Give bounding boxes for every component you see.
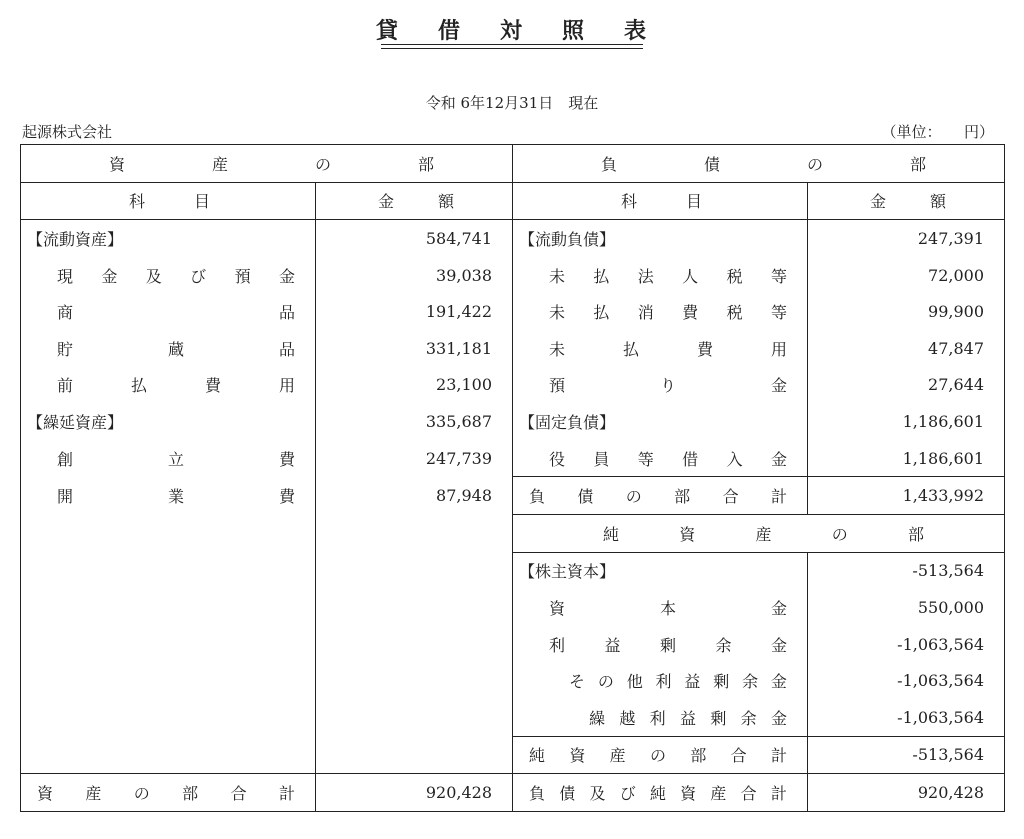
net-assets-equity-label: 【株主資本】 — [513, 552, 808, 589]
liability-item-deposits: 預 り 金 — [513, 367, 808, 404]
asset-value-opening: 87,948 — [316, 477, 513, 515]
title-text: 貸 借 対 照 表 — [375, 18, 649, 44]
liabilities-fixed-label: 【固定負債】 — [513, 403, 808, 440]
balance-sheet-table — [20, 144, 1005, 812]
liabilities-header-chars: 負 債 の 部 — [601, 154, 926, 174]
net-assets-equity-value: -513,564 — [808, 552, 1005, 589]
table-row — [21, 589, 1005, 626]
assets-deferred-label: 【繰延資産】 — [21, 403, 316, 440]
empty-cell — [316, 699, 513, 736]
assets-header-chars: 資 産 の 部 — [109, 154, 434, 174]
liabilities-current-label: 【流動負債】 — [513, 220, 808, 257]
asset-value-goods: 191,422 — [316, 293, 513, 330]
section-header-row — [21, 145, 1005, 183]
net-asset-item-capital: 資 本 金 — [513, 589, 808, 626]
empty-cell — [21, 589, 316, 626]
liabilities-net-assets-total-label: 負 債 及 び 純 資 産 合 計 — [513, 774, 808, 812]
empty-cell — [316, 662, 513, 699]
table-row — [21, 220, 1005, 257]
net-asset-value-carried-forward: -1,063,564 — [808, 699, 1005, 736]
net-asset-item-other-retained: そ の 他 利 益 剰 余 金 — [513, 662, 808, 699]
liabilities-section-header — [513, 145, 1005, 183]
assets-section-header — [21, 145, 513, 183]
empty-cell — [316, 626, 513, 663]
net-assets-total-value: -513,564 — [808, 736, 1005, 774]
liability-item-consumption-tax: 未 払 消 費 税 等 — [513, 293, 808, 330]
empty-cell — [21, 552, 316, 589]
empty-cell — [316, 736, 513, 774]
net-asset-item-carried-forward: 繰 越 利 益 剰 余 金 — [513, 699, 808, 736]
table-row — [21, 514, 1005, 552]
liabilities-total-value: 1,433,992 — [808, 477, 1005, 515]
liabilities-col-amount: 金 額 — [808, 182, 1005, 220]
table-row — [21, 477, 1005, 515]
liabilities-net-assets-total-value: 920,428 — [808, 774, 1005, 812]
net-asset-value-capital: 550,000 — [808, 589, 1005, 626]
liability-value-deposits: 27,644 — [808, 367, 1005, 404]
table-row — [21, 440, 1005, 477]
empty-cell — [21, 626, 316, 663]
net-asset-value-retained: -1,063,564 — [808, 626, 1005, 663]
liabilities-total-label: 負 債 の 部 合 計 — [513, 477, 808, 515]
table-row — [21, 662, 1005, 699]
asset-value-prepaid: 23,100 — [316, 367, 513, 404]
table-row — [21, 367, 1005, 404]
table-row — [21, 736, 1005, 774]
asset-value-founding: 247,739 — [316, 440, 513, 477]
assets-current-label: 【流動資産】 — [21, 220, 316, 257]
empty-cell — [21, 736, 316, 774]
empty-cell — [316, 514, 513, 552]
liability-value-consumption-tax: 99,900 — [808, 293, 1005, 330]
report-date: 令和 6年12月31日 現在 — [425, 94, 599, 112]
table-row — [21, 403, 1005, 440]
empty-cell — [21, 699, 316, 736]
net-asset-item-retained: 利 益 剰 余 金 — [513, 626, 808, 663]
table-row — [21, 293, 1005, 330]
table-row — [21, 330, 1005, 367]
empty-cell — [316, 589, 513, 626]
asset-item-goods: 商 品 — [21, 293, 316, 330]
assets-current-value: 584,741 — [316, 220, 513, 257]
liabilities-col-item: 科 目 — [513, 182, 808, 220]
liability-value-corp-tax: 72,000 — [808, 257, 1005, 294]
liabilities-fixed-value: 1,186,601 — [808, 403, 1005, 440]
asset-item-opening: 開 業 費 — [21, 477, 316, 515]
assets-col-item: 科 目 — [21, 182, 316, 220]
table-row — [21, 552, 1005, 589]
net-assets-section-header: 純 資 産 の 部 — [513, 514, 1005, 552]
liability-item-officer-loan: 役 員 等 借 入 金 — [513, 440, 808, 477]
liability-value-accrued: 47,847 — [808, 330, 1005, 367]
asset-item-founding: 創 立 費 — [21, 440, 316, 477]
empty-cell — [316, 552, 513, 589]
empty-cell — [21, 514, 316, 552]
net-asset-value-other-retained: -1,063,564 — [808, 662, 1005, 699]
table-row — [21, 257, 1005, 294]
assets-deferred-value: 335,687 — [316, 403, 513, 440]
title-underline-2 — [381, 48, 643, 49]
net-assets-total-label: 純 資 産 の 部 合 計 — [513, 736, 808, 774]
liability-item-accrued: 未 払 費 用 — [513, 330, 808, 367]
liability-item-corp-tax: 未 払 法 人 税 等 — [513, 257, 808, 294]
assets-total-label: 資 産 の 部 合 計 — [21, 774, 316, 812]
table-row — [21, 626, 1005, 663]
asset-value-supplies: 331,181 — [316, 330, 513, 367]
assets-col-amount: 金 額 — [316, 182, 513, 220]
company-name: 起源株式会社 — [22, 123, 113, 141]
assets-total-value: 920,428 — [316, 774, 513, 812]
empty-cell — [21, 662, 316, 699]
liability-value-officer-loan: 1,186,601 — [808, 440, 1005, 477]
liabilities-current-value: 247,391 — [808, 220, 1005, 257]
asset-item-supplies: 貯 蔵 品 — [21, 330, 316, 367]
grand-total-row — [21, 774, 1005, 812]
column-header-row — [21, 182, 1005, 220]
table-row — [21, 699, 1005, 736]
title-underline-1 — [381, 44, 643, 45]
asset-value-cash: 39,038 — [316, 257, 513, 294]
unit-label: （単位： 円） — [881, 123, 994, 141]
asset-item-cash: 現 金 及 び 預 金 — [21, 257, 316, 294]
asset-item-prepaid: 前 払 費 用 — [21, 367, 316, 404]
